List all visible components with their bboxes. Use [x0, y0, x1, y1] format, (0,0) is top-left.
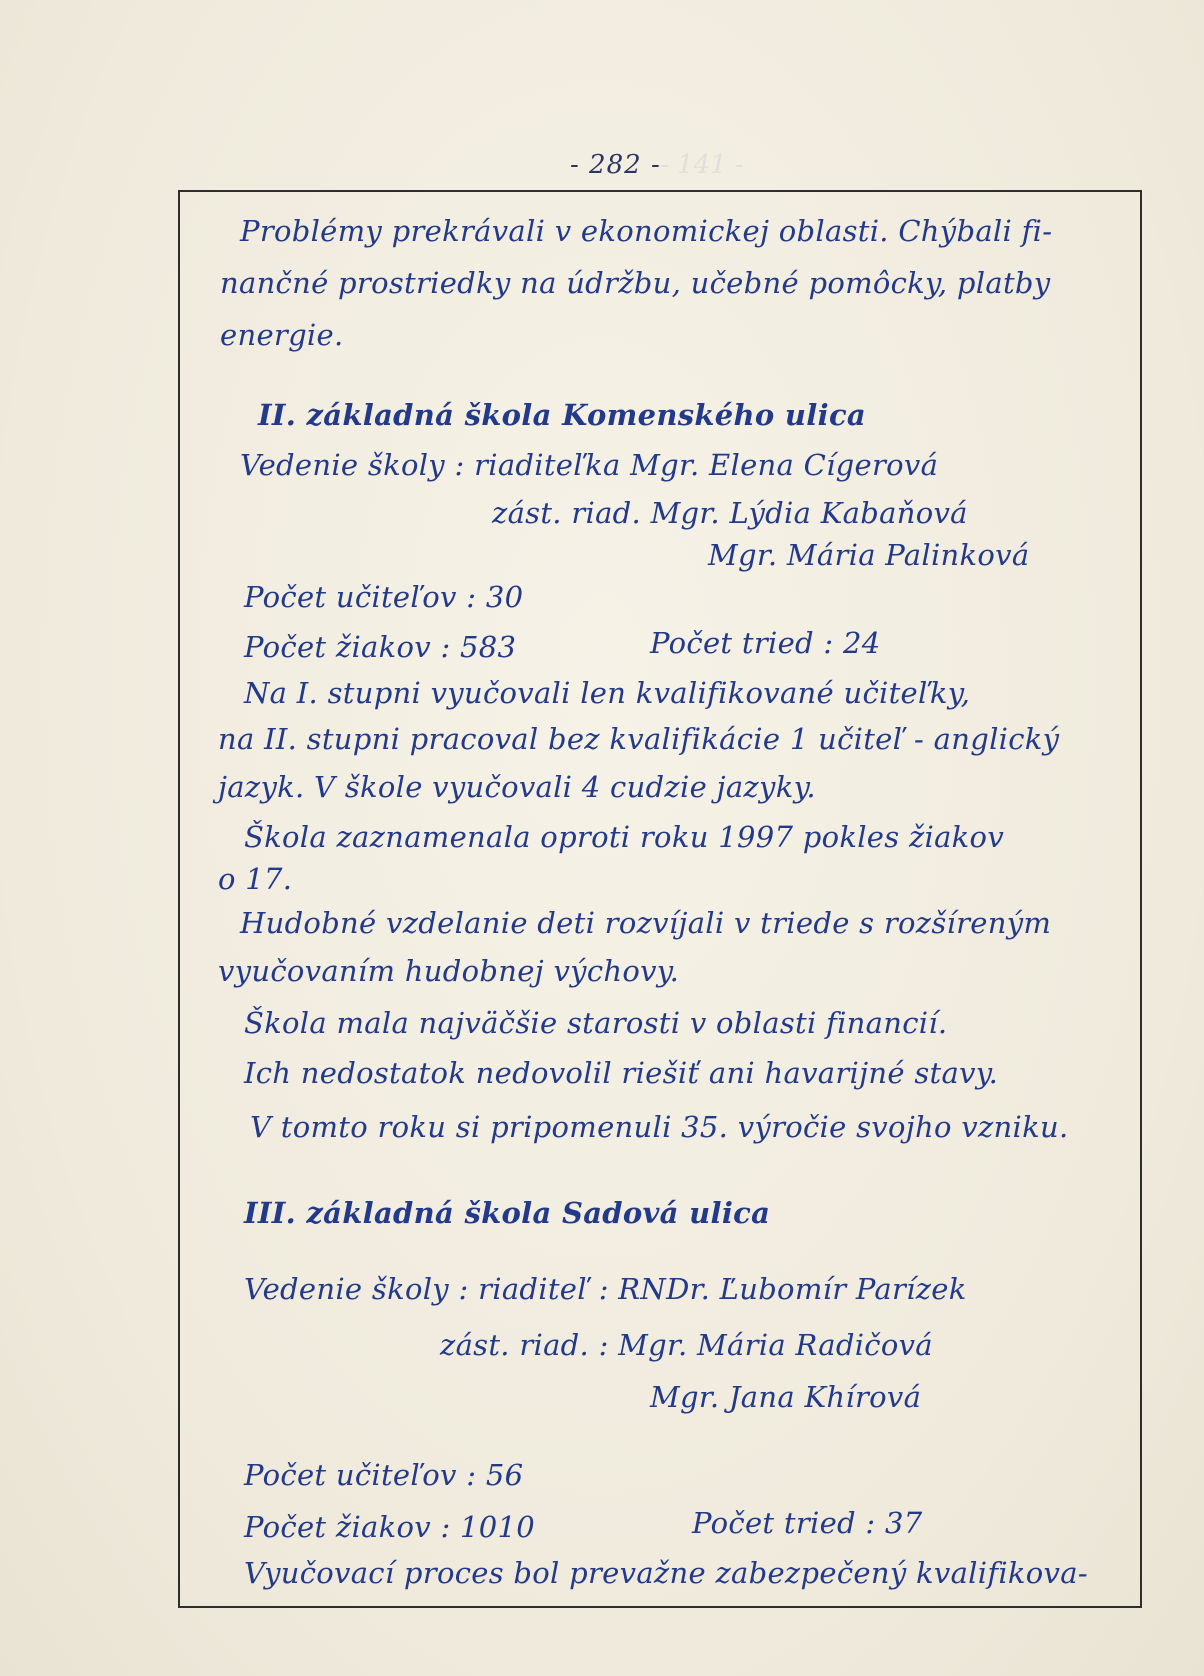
text-line: Počet učiteľov : 30 — [244, 580, 524, 614]
text-line: Mgr. Mária Palinková — [708, 538, 1030, 572]
text-line: Počet žiakov : 583 — [244, 630, 517, 664]
text-line: na II. stupni pracoval bez kvalifikácie 1 učiteľ - anglický — [218, 722, 1060, 756]
text-line: V tomto roku si pripomenuli 35. výročie svojho vzniku. — [250, 1110, 1069, 1144]
text-line: Mgr. Jana Khírová — [650, 1380, 922, 1414]
text-line: jazyk. V škole vyučovali 4 cudzie jazyky. — [218, 770, 816, 804]
text-line: Ich nedostatok nedovolil riešiť ani havarijné stavy. — [244, 1056, 999, 1090]
text-line: vyučovaním hudobnej výchovy. — [218, 954, 680, 988]
text-line: Počet učiteľov : 56 — [244, 1458, 524, 1492]
text-line: Hudobné vzdelanie deti rozvíjali v triede s rozšíreným — [240, 906, 1052, 940]
text-line: Škola mala najväčšie starosti v oblasti financií. — [244, 1006, 948, 1040]
text-line: nančné prostriedky na údržbu, učebné pomôcky, platby — [220, 266, 1051, 300]
page-number: - 282 - — [570, 150, 661, 180]
text-line: Počet žiakov : 1010 — [244, 1510, 536, 1544]
bleed-through-text: - 141 - — [660, 150, 744, 180]
text-line: Vedenie školy : riaditeľka Mgr. Elena Cígerová — [240, 448, 939, 482]
text-line: zást. riad. : Mgr. Mária Radičová — [440, 1328, 933, 1362]
section-heading: III. základná škola Sadová ulica — [244, 1196, 771, 1230]
text-line: o 17. — [218, 862, 293, 896]
text-line: zást. riad. Mgr. Lýdia Kabaňová — [492, 496, 968, 530]
text-line: Na I. stupni vyučovali len kvalifikované učiteľky, — [244, 676, 971, 710]
text-line: Problémy prekrávali v ekonomickej oblasti. Chýbali fi- — [240, 214, 1053, 248]
text-line: Vyučovací proces bol prevažne zabezpečený kvalifikova- — [244, 1556, 1088, 1590]
text-line: energie. — [220, 318, 344, 352]
text-line: Škola zaznamenala oproti roku 1997 pokles žiakov — [244, 820, 1005, 854]
section-heading: II. základná škola Komenského ulica — [258, 398, 866, 432]
text-line: Vedenie školy : riaditeľ : RNDr. Ľubomír Parízek — [244, 1272, 967, 1306]
text-line: Počet tried : 37 — [692, 1506, 923, 1540]
text-line: Počet tried : 24 — [650, 626, 881, 660]
